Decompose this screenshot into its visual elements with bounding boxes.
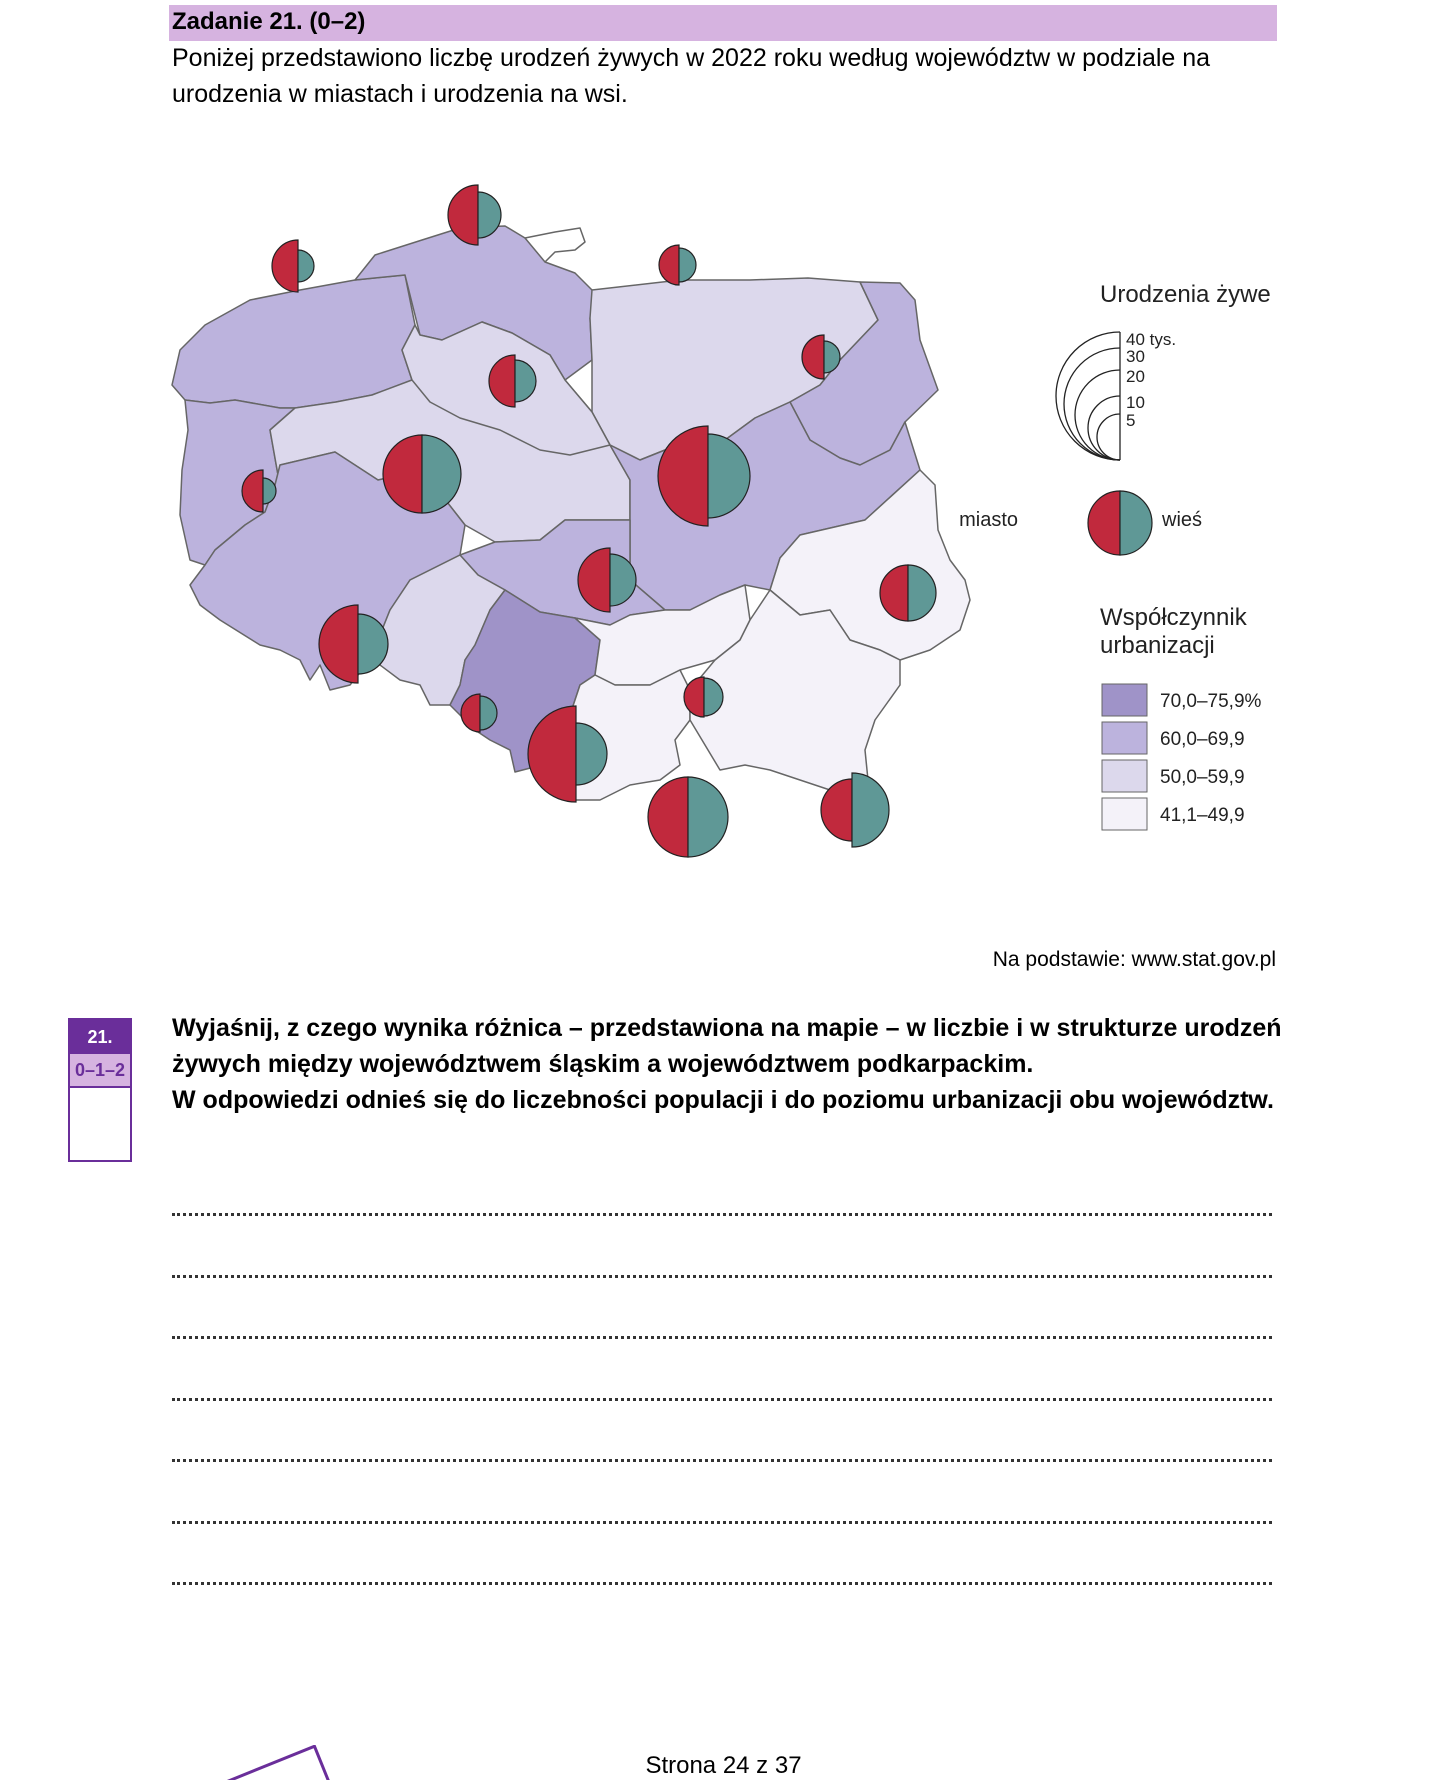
- answer-line[interactable]: [172, 1459, 1272, 1462]
- legend-class-1: [1102, 684, 1262, 716]
- answer-line[interactable]: [172, 1275, 1272, 1278]
- task-number: 21.: [70, 1020, 130, 1054]
- svg-text:70,0–75,9%: 70,0–75,9%: [1160, 691, 1262, 712]
- pie-malopolskie: [648, 777, 728, 857]
- answer-line[interactable]: [172, 1582, 1272, 1585]
- legend-urban-title-2: urbanizacji: [1100, 632, 1215, 659]
- svg-text:5: 5: [1126, 411, 1136, 430]
- page-number: Strona 24 z 37: [645, 1752, 802, 1779]
- svg-text:41,1–49,9: 41,1–49,9: [1160, 805, 1245, 826]
- task-question: [172, 1010, 1282, 1118]
- region-zachodniopomorskie: [172, 275, 415, 408]
- svg-text:50,0–59,9: 50,0–59,9: [1160, 767, 1245, 788]
- legend-pie: [1088, 491, 1152, 555]
- legend-village-label: wieś: [1162, 509, 1203, 531]
- pie-lubelskie: [880, 565, 936, 621]
- legend-births-title: Urodzenia żywe: [1100, 281, 1271, 308]
- pie-wielkopolskie: [383, 435, 461, 513]
- answer-line[interactable]: [172, 1398, 1272, 1401]
- legend-urban-title-1: Współczynnik: [1100, 604, 1247, 631]
- pie-warminsko-mazurskie: [659, 245, 696, 285]
- legend-class-2: [1102, 722, 1245, 754]
- question-part-2: W odpowiedzi odnieś się do liczebności populacji i do poziomu urbanizacji obu województw.: [172, 1086, 1274, 1114]
- pie-zachodniopomorskie: [272, 240, 314, 292]
- poland-map: [160, 140, 1300, 940]
- legend-city-label: miasto: [959, 509, 1018, 531]
- svg-text:60,0–69,9: 60,0–69,9: [1160, 729, 1245, 750]
- answer-line[interactable]: [172, 1336, 1272, 1339]
- svg-text:30: 30: [1126, 347, 1145, 366]
- legend-class-3: [1102, 760, 1245, 792]
- svg-text:10: 10: [1126, 393, 1145, 412]
- legend-scale-labels: [1126, 330, 1176, 430]
- svg-text:40 tys.: 40 tys.: [1126, 330, 1177, 349]
- question-part-1: Wyjaśnij, z czego wynika różnica – przedstawiona na mapie – w liczbie i w strukturze urodzeń żywych między województwem śląskim a województwem podkarpackim.: [172, 1014, 1282, 1078]
- legend-class-4: [1102, 798, 1245, 830]
- svg-text:20: 20: [1126, 367, 1145, 386]
- legend-scale-circles: [1056, 332, 1120, 460]
- map-source: Na podstawie: www.stat.gov.pl: [992, 948, 1276, 971]
- task-title: Zadanie 21. (0–2): [172, 8, 366, 35]
- answer-line[interactable]: [172, 1213, 1272, 1216]
- answer-line[interactable]: [172, 1521, 1272, 1524]
- task-intro: Poniżej przedstawiono liczbę urodzeń żywych w 2022 roku według województw w podziale na urodzenia w miastach i urodzenia na wsi.: [172, 44, 1211, 108]
- pie-swietokrzyskie: [684, 677, 723, 717]
- task-points: 0–1–2: [70, 1054, 130, 1088]
- task-score-box: [68, 1018, 132, 1162]
